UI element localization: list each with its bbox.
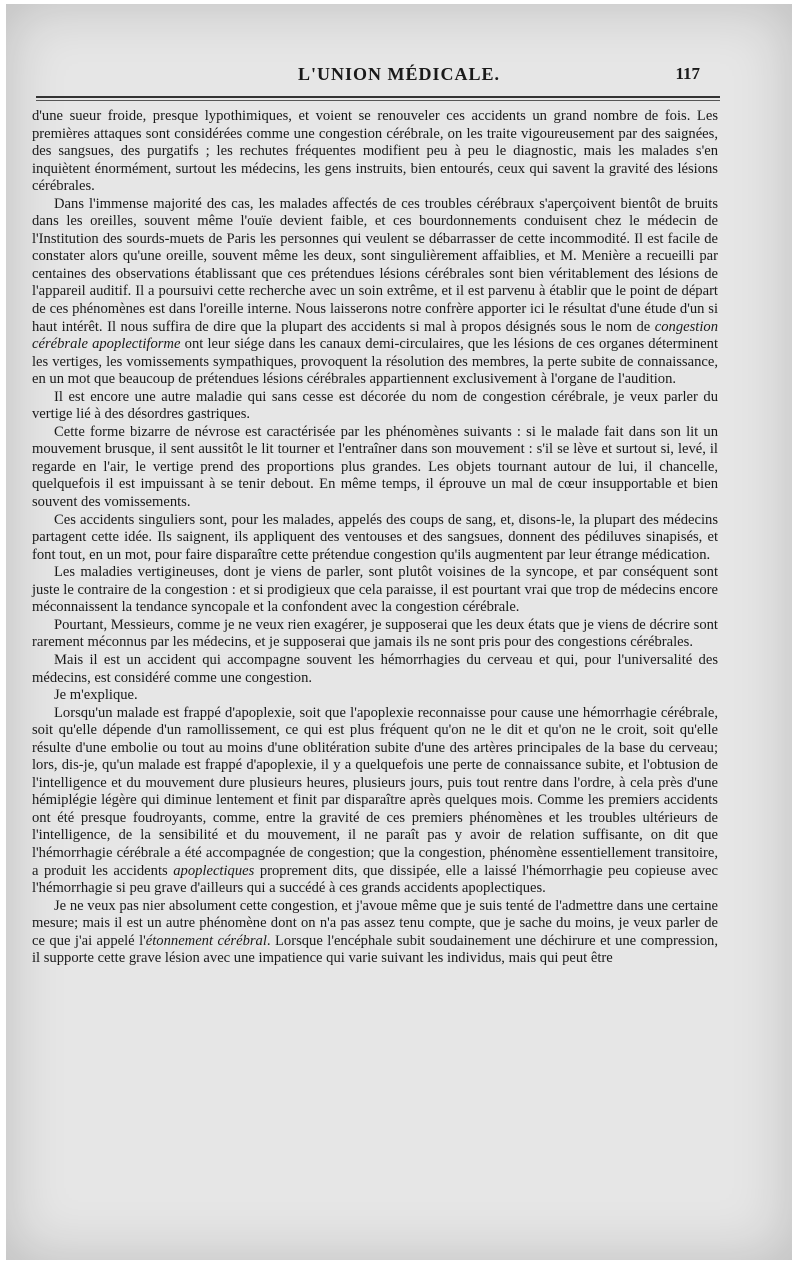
italic-term: apoplectiques [173,862,255,879]
page-header [6,64,792,90]
running-title: L'UNION MÉDICALE. [297,64,501,84]
paragraph: Il est encore une autre maladie qui sans cesse est décorée du nom de congestion cérébrale, je veux parler du vertige lié à des désordres gastriques. [32,388,718,423]
page-number: 117 [675,64,700,83]
paragraph: Ces accidents singuliers sont, pour les malades, appelés des coups de sang, et, disons-le, la plupart des médecins partagent cette idée. Ils saignent, ils appliquent des ventouses et des sangsues, donnent des pédiluves sinapisés, et font tout, en un mot, pour faire disparaître cette prétendue congestion qu'ils augmentent par leur étrange médication. [32,511,718,563]
paragraph-text: proprement dits, que dissipée, elle a laissé l'hémorrhagie peu copieuse avec l'hémorrhagie si peu grave d'ailleurs qui a succédé à ces grands accidents apoplectiques. [32,862,718,897]
italic-term: congestion cérébrale apoplectiforme [32,318,718,353]
header-rule-thin [36,100,720,101]
paragraph-text: . Lorsque l'encéphale subit soudainement une déchirure et une compression, il supporte cette grave lésion avec une impatience qui varie suivant les individus, mais qui peut être [32,932,718,967]
paragraph [32,705,718,898]
paragraph: Mais il est un accident qui accompagne souvent les hémorrhagies du cerveau et qui, pour l'universalité des médecins, est considéré comme une congestion. [32,651,718,686]
paragraph: Je m'explique. [54,687,138,704]
paragraph-text: Dans l'immense majorité des cas, les malades affectés de ces troubles cérébraux s'aperçoivent bientôt de bruits dans les oreilles, souvent même l'ouïe devient faible, et ces bourdonnements conduisent chez le médecin de l'Institution des sourds-muets de Paris les personnes qui veulent se débarrasser de cette incommodité. Il est facile de constater alors qu'une oreille, souvent même les deux, sont singulièrement affaiblies, et M. Menière a recueilli par centaines des observations établissant que ces prétendues lésions cérébrales sont bien véritablement des lésions de l'appareil auditif. Il a poursuivi cette recherche avec un soin extrême, et il est parvenu à établir que le point de départ de ces phénomènes est dans l'oreille interne. Nous laisserons notre confrère apporter ici le résultat d'une étude d'un si haut intérêt. Il nous suffira de dire que la plupart des accidents si mal à propos désignés sous le nom de [32,195,718,335]
body-text [32,108,718,968]
paragraph-text: ont leur siége dans les canaux demi-circulaires, que les lésions de ces organes déterminent les vertiges, les vomissements sympathiques, provoquent la résolution des membres, la perte subite de connaissance, en un mot que beaucoup de prétendues lésions cérébrales appartiennent exclusivement à l'organe de l'audition. [32,336,719,388]
book-page [6,4,792,1260]
header-rule [36,96,720,98]
paragraph: Les maladies vertigineuses, dont je viens de parler, sont plutôt voisines de la syncope, et par conséquent sont juste le contraire de la congestion : et si prodigieux que cela paraisse, il est pourtant vrai que trop de médecins encore méconnaissent la tendance syncopale et la confondent avec la congestion cérébrale. [32,564,718,616]
paragraph: Cette forme bizarre de névrose est caractérisée par les phénomènes suivants : si le malade fait dans son lit un mouvement brusque, il sent aussitôt le lit tourner et l'entraîner dans son mouvement : s'il se lève et surtout si, levé, il regarde en l'air, le vertige prend des proportions plus grandes. Les objets tournant autour de lui, il chancelle, quelquefois il est impuissant à se tenir debout. En même temps, il éprouve un mal de cœur insupportable et bien souvent des vomissements. [32,423,718,511]
paragraph [32,196,718,389]
italic-term: étonnement cérébral [145,932,267,949]
paragraph: d'une sueur froide, presque lypothimiques, et voient se renouveler ces accidents un grand nombre de fois. Les premières attaques sont considérées comme une congestion cérébrale, on les traite vigoureusement par des saignées, des sangsues, des purgatifs ; les rechutes fréquentes modifient peu à peu le diagnostic, mais les malades s'en inquiètent énormément, surtout les médecins, les gens instruits, bien entourés, ceux qui savent la gravité des lésions cérébrales. [32,108,718,195]
paragraph-text: Lorsqu'un malade est frappé d'apoplexie, soit que l'apoplexie reconnaisse pour cause une hémorrhagie cérébrale, soit qu'elle dépende d'un ramollissement, ce qui est plus fréquent qu'on ne le dit et qu'on ne le croit, soit qu'elle résulte d'une embolie ou tout au moins d'une oblitération subite d'une des artères principales de la base du cerveau; lors, dis-je, qu'un malade est frappé d'apoplexie, il y a quelquefois une perte de connaissance subite, et l'obtusion de l'intelligence et du mouvement dure plusieurs heures, plusieurs jours, puis tout rentre dans l'ordre, à cela près d'une hémiplégie légère qui diminue lentement et finit par disparaître après quelques mois. Comme les premiers accidents ont été presque foudroyants, comme, entre la gravité de ces premiers phénomènes et les troubles ultérieurs de l'intelligence, de la sensibilité et du mouvement, il ne paraît pas y avoir de relation suffisante, on dit que l'hémorrhagie cérébrale a été accompagnée de congestion; que la congestion, phénomène essentiellement transitoire, a produit les accidents [32,704,718,879]
paragraph: Pourtant, Messieurs, comme je ne veux rien exagérer, je supposerai que les deux états que je viens de décrire sont rarement méconnus par les médecins, et je supposerai que jamais ils ne sont pris pour des congestions cérébrales. [32,616,718,651]
paragraph-text: Je ne veux pas nier absolument cette congestion, et j'avoue même que je suis tenté de l'admettre dans une certaine mesure; mais il est un autre phénomène dont on n'a pas assez tenu compte, que je sache du moins, je veux parler de ce que j'ai appelé l' [32,897,718,949]
paragraph [32,898,718,968]
